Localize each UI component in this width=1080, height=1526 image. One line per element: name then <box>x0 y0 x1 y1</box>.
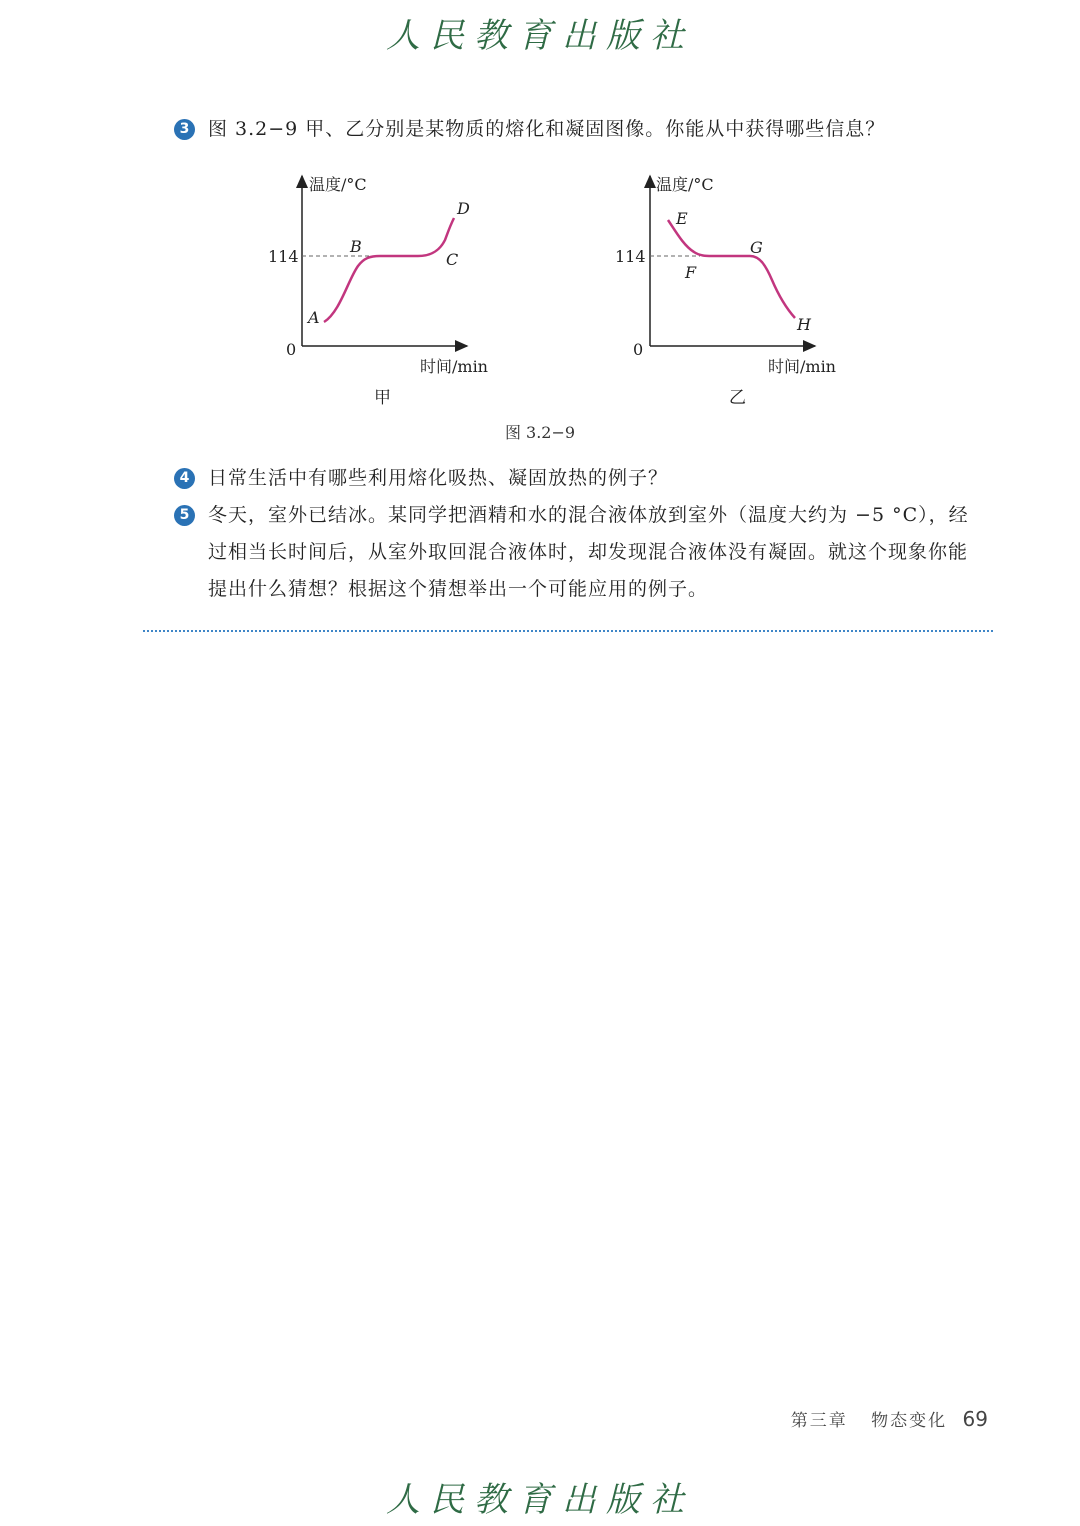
question-text: 日常生活中有哪些利用熔化吸热、凝固放热的例子？ <box>208 467 669 489</box>
panel-label: 甲 <box>374 388 391 408</box>
question-5 <box>174 497 974 608</box>
ylabel: 温度/°C <box>309 175 367 194</box>
question-text: 图 3.2−9 甲、乙分别是某物质的熔化和凝固图像。你能从中获得哪些信息？ <box>208 118 886 140</box>
y-tick-label: 114 <box>615 247 646 266</box>
origin-label: 0 <box>633 340 644 359</box>
question-number-badge: 3 <box>174 119 195 140</box>
panel-label: 乙 <box>729 388 746 408</box>
series-line <box>324 218 454 322</box>
section-divider <box>143 630 993 632</box>
point-label-d: D <box>457 199 470 218</box>
footer-chapter: 第三章 <box>790 1411 848 1431</box>
question-number-badge: 5 <box>174 505 195 526</box>
xlabel: 时间/min <box>420 357 488 376</box>
point-label-b: B <box>350 237 362 256</box>
point-label-f: F <box>685 263 697 282</box>
chart-melting <box>268 175 488 408</box>
question-4 <box>174 460 974 497</box>
point-label-h: H <box>797 315 811 334</box>
publisher-logo-top: 人民教育出版社 <box>386 16 694 56</box>
ylabel: 温度/°C <box>656 175 714 194</box>
page-number: 69 <box>962 1407 988 1431</box>
chart-solidifying <box>615 175 836 408</box>
xlabel: 时间/min <box>768 357 836 376</box>
point-label-e: E <box>676 209 688 228</box>
question-text: 冬天，室外已结冰。某同学把酒精和水的混合液体放到室外（温度大约为 −5 °C），经过相当长时间后，从室外取回混合液体时，却发现混合液体没有凝固。就这个现象你能提出什么猜想？根据这个猜想举出一个可能应用的例子。 <box>208 504 969 600</box>
origin-label: 0 <box>286 340 297 359</box>
point-label-a: A <box>308 308 320 327</box>
publisher-logo-bottom: 人民教育出版社 <box>386 1480 694 1520</box>
figure-caption: 图 3.2−9 <box>504 423 576 442</box>
figure-3-2-9 <box>0 0 1080 460</box>
point-label-g: G <box>750 238 763 257</box>
question-number-badge: 4 <box>174 468 195 489</box>
footer-title: 物态变化 <box>871 1411 948 1431</box>
y-tick-label: 114 <box>268 247 299 266</box>
point-label-c: C <box>446 250 459 269</box>
page-footer <box>791 1406 988 1431</box>
